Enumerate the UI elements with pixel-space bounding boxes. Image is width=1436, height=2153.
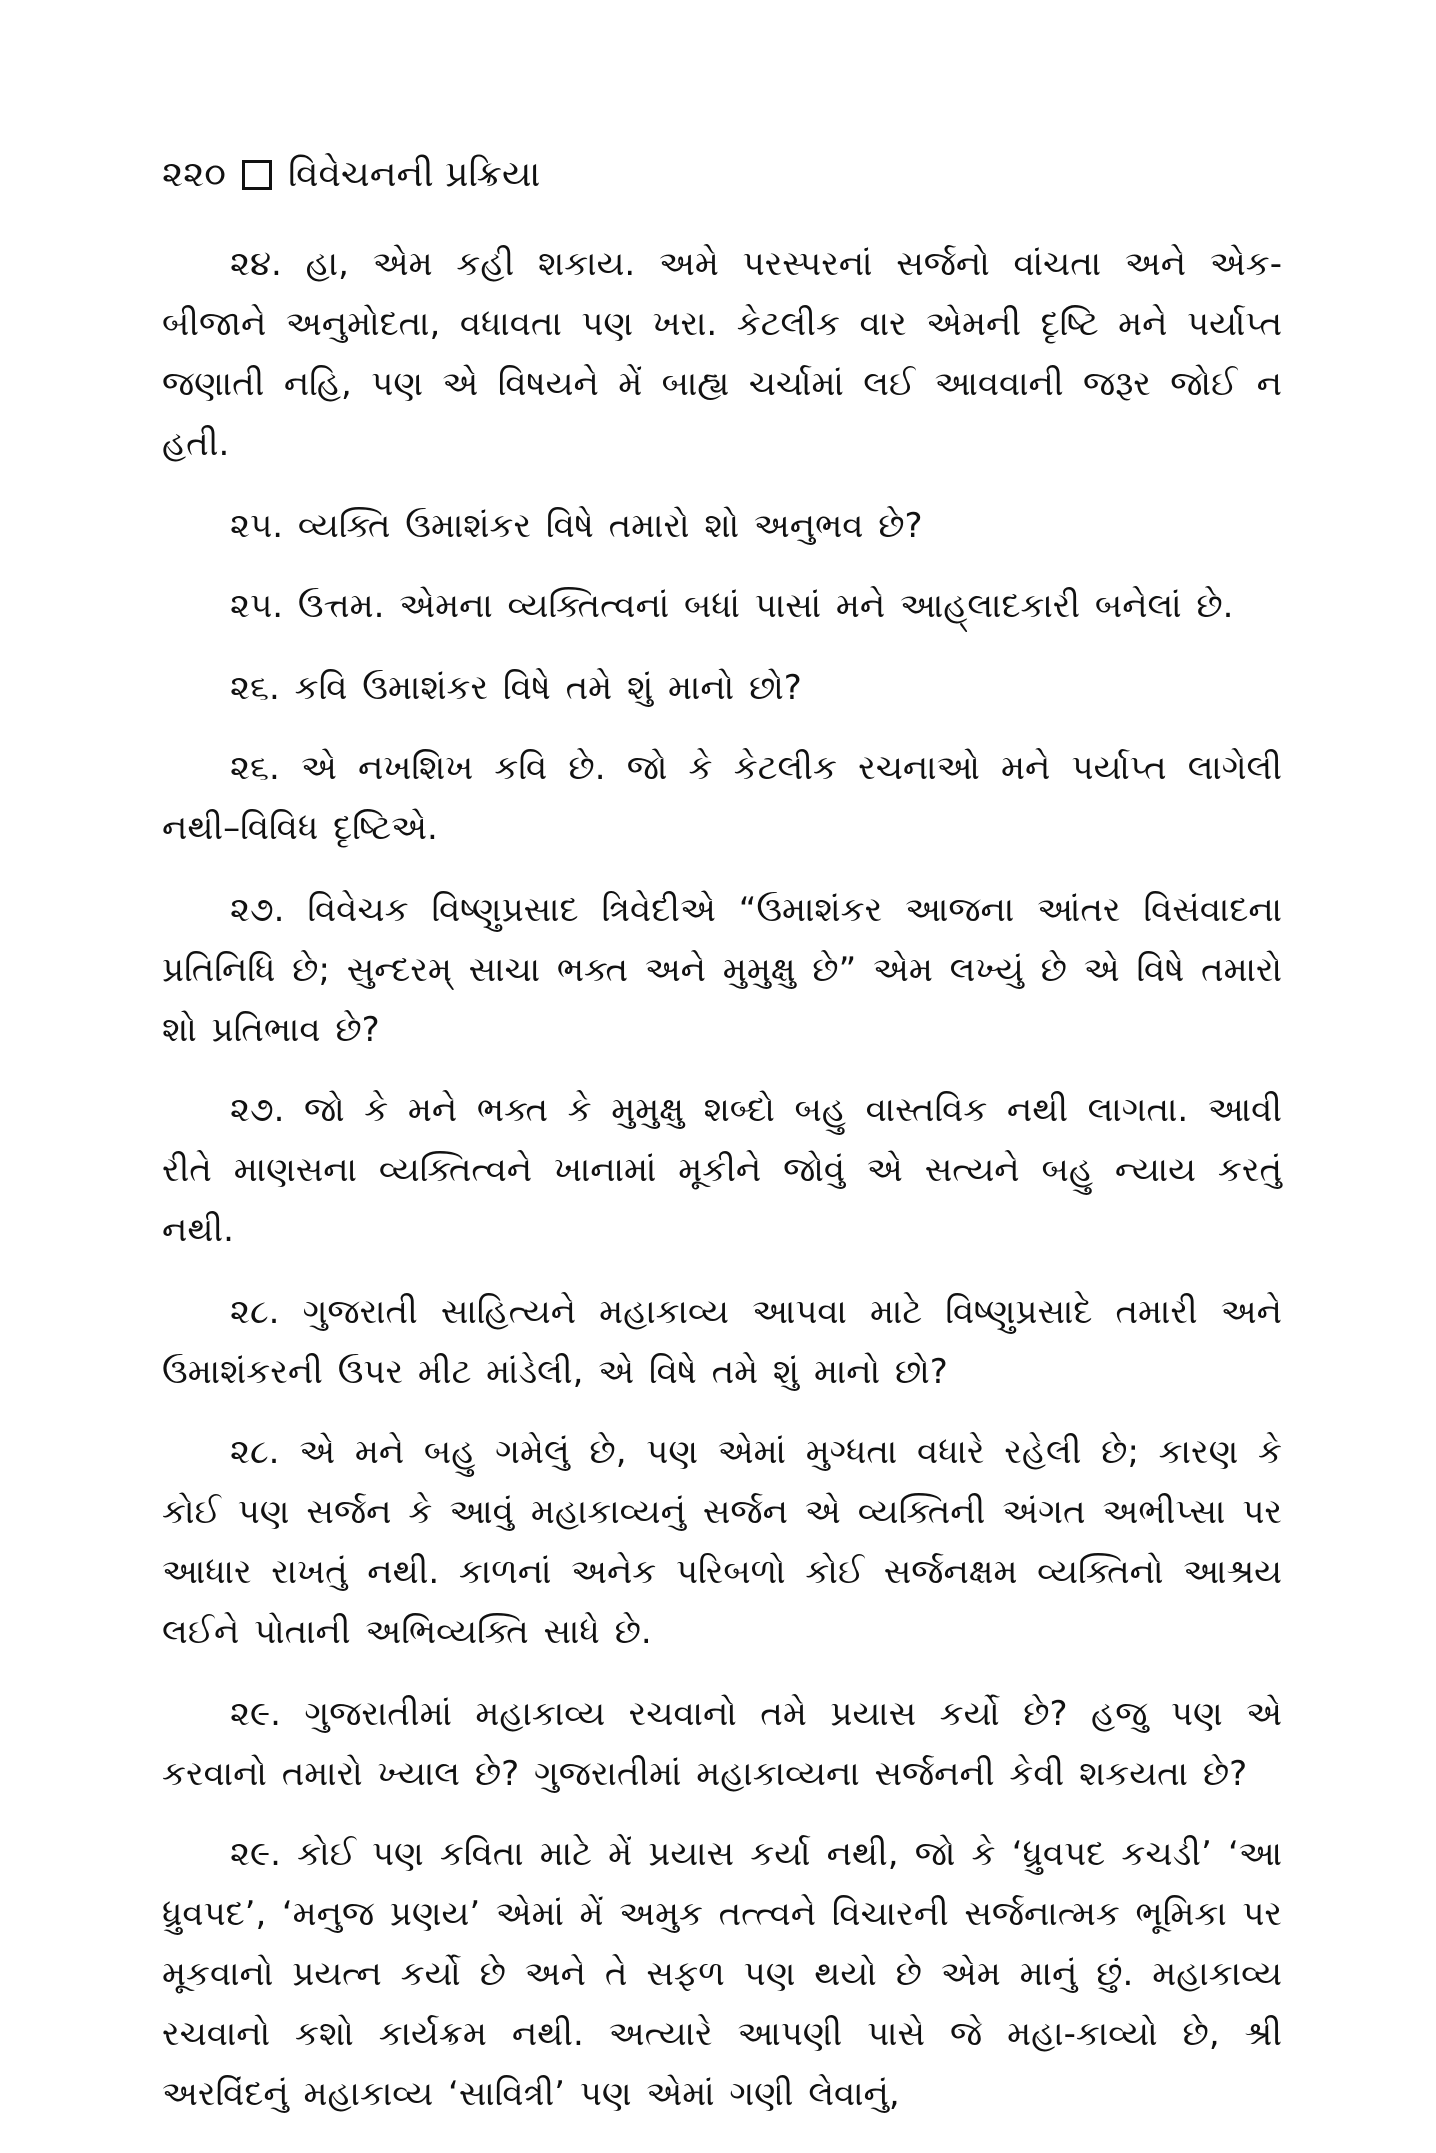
question-29: ૨૯. ગુજરાતીમાં મહાકાવ્ય રચવાનો તમે પ્રયાસ કર્યો છે? હજુ પણ એ કરવાનો તમારો ખ્યાલ છે? ગુજરાતીમાં મહાકાવ્યના સર્જનની કેવી શકયતા છે? bbox=[162, 1694, 1282, 1794]
answer-25: ૨૫. ઉત્તમ. એમના વ્યક્તિત્વનાં બધાં પાસાં મને આહ્‌લાદકારી બનેલાં છે. bbox=[230, 586, 1234, 626]
answer-27: ૨૭. જો કે મને ભક્ત કે મુમુક્ષુ શબ્દો બહુ વાસ્તવિક નથી લાગતા. આવી રીતે માણસના વ્યક્તિત્વને ખાનામાં મૂકીને જોવું એ સત્યને બહુ ન્યાય કરતું નથી. bbox=[162, 1090, 1282, 1250]
running-header bbox=[162, 150, 1282, 200]
answer-29: ૨૯. કોઈ પણ કવિતા માટે મેં પ્રયાસ કર્યા નથી, જો કે ‘ધ્રુવપદ કચડી’ ‘આ ધ્રુવપદ’, ‘મનુજ પ્રણય’ એમાં મેં અમુક તત્ત્વને વિચારની સર્જનાત્મક ભૂમિકા પર મૂકવાનો પ્રયત્ન કર્યો છે અને તે સફળ પણ થયો છે એમ માનું છું. મહાકાવ્ય રચવાનો કશો કાર્યક્રમ નથી. અત્યારે આપણી પાસે જે મહા-કાવ્યો છે, શ્રી અરવિંદનું મહાકાવ્ય ‘સાવિત્રી’ પણ એમાં ગણી લેવાનું, bbox=[162, 1834, 1282, 2114]
book-page bbox=[162, 150, 1282, 2114]
answer-28: ૨૮. એ મને બહુ ગમેલું છે, પણ એમાં મુગ્ધતા વધારે રહેલી છે; કારણ કે કોઈ પણ સર્જન કે આવું મહાકાવ્યનું સર્જન એ વ્યક્તિની અંગત અભીપ્સા પર આધાર રાખતું નથી. કાળનાં અનેક પરિબળો કોઈ સર્જનક્ષમ વ્યક્તિનો આશ્રય લઈને પોતાની અભિવ્યક્તિ સાધે છે. bbox=[162, 1432, 1282, 1652]
question-28: ૨૮. ગુજરાતી સાહિત્યને મહાકાવ્ય આપવા માટે વિષ્ણુપ્રસાદે તમારી અને ઉમાશંકરની ઉપર મીટ માંડેલી, એ વિષે તમે શું માનો છો? bbox=[162, 1292, 1282, 1392]
question-25: ૨૫. વ્યક્તિ ઉમાશંકર વિષે તમારો શો અનુભવ છે? bbox=[230, 506, 923, 546]
answer-26: ૨૬. એ નખશિખ કવિ છે. જો કે કેટલીક રચનાઓ મને પર્યાપ્ત લાગેલી નથી–વિવિધ દૃષ્ટિએ. bbox=[162, 748, 1282, 848]
question-27: ૨૭. વિવેચક વિષ્ણુપ્રસાદ ત્રિવેદીએ “ઉમાશંકર આજના આંતર વિસંવાદના પ્રતિનિધિ છે; સુન્દરમ્ સાચા ભક્ત અને મુમુક્ષુ છે” એમ લખ્યું છે એ વિષે તમારો શો પ્રતિભાવ છે? bbox=[162, 890, 1282, 1050]
question-26: ૨૬. કવિ ઉમાશંકર વિષે તમે શું માનો છો? bbox=[230, 668, 802, 708]
square-ornament-icon bbox=[242, 160, 272, 190]
book-title: વિવેચનની પ્રક્રિયા bbox=[287, 154, 541, 195]
page-number: ૨૨૦ bbox=[162, 154, 226, 195]
answer-24: ૨૪. હા, એમ કહી શકાય. અમે પરસ્પરનાં સર્જનો વાંચતા અને એક-બીજાને અનુમોદતા, વધાવતા પણ ખરા. કેટલીક વાર એમની દૃષ્ટિ મને પર્યાપ્ત જણાતી નહિ, પણ એ વિષયને મેં બાહ્ય ચર્ચામાં લઈ આવવાની જરૂર જોઈ ન હતી. bbox=[162, 244, 1282, 464]
